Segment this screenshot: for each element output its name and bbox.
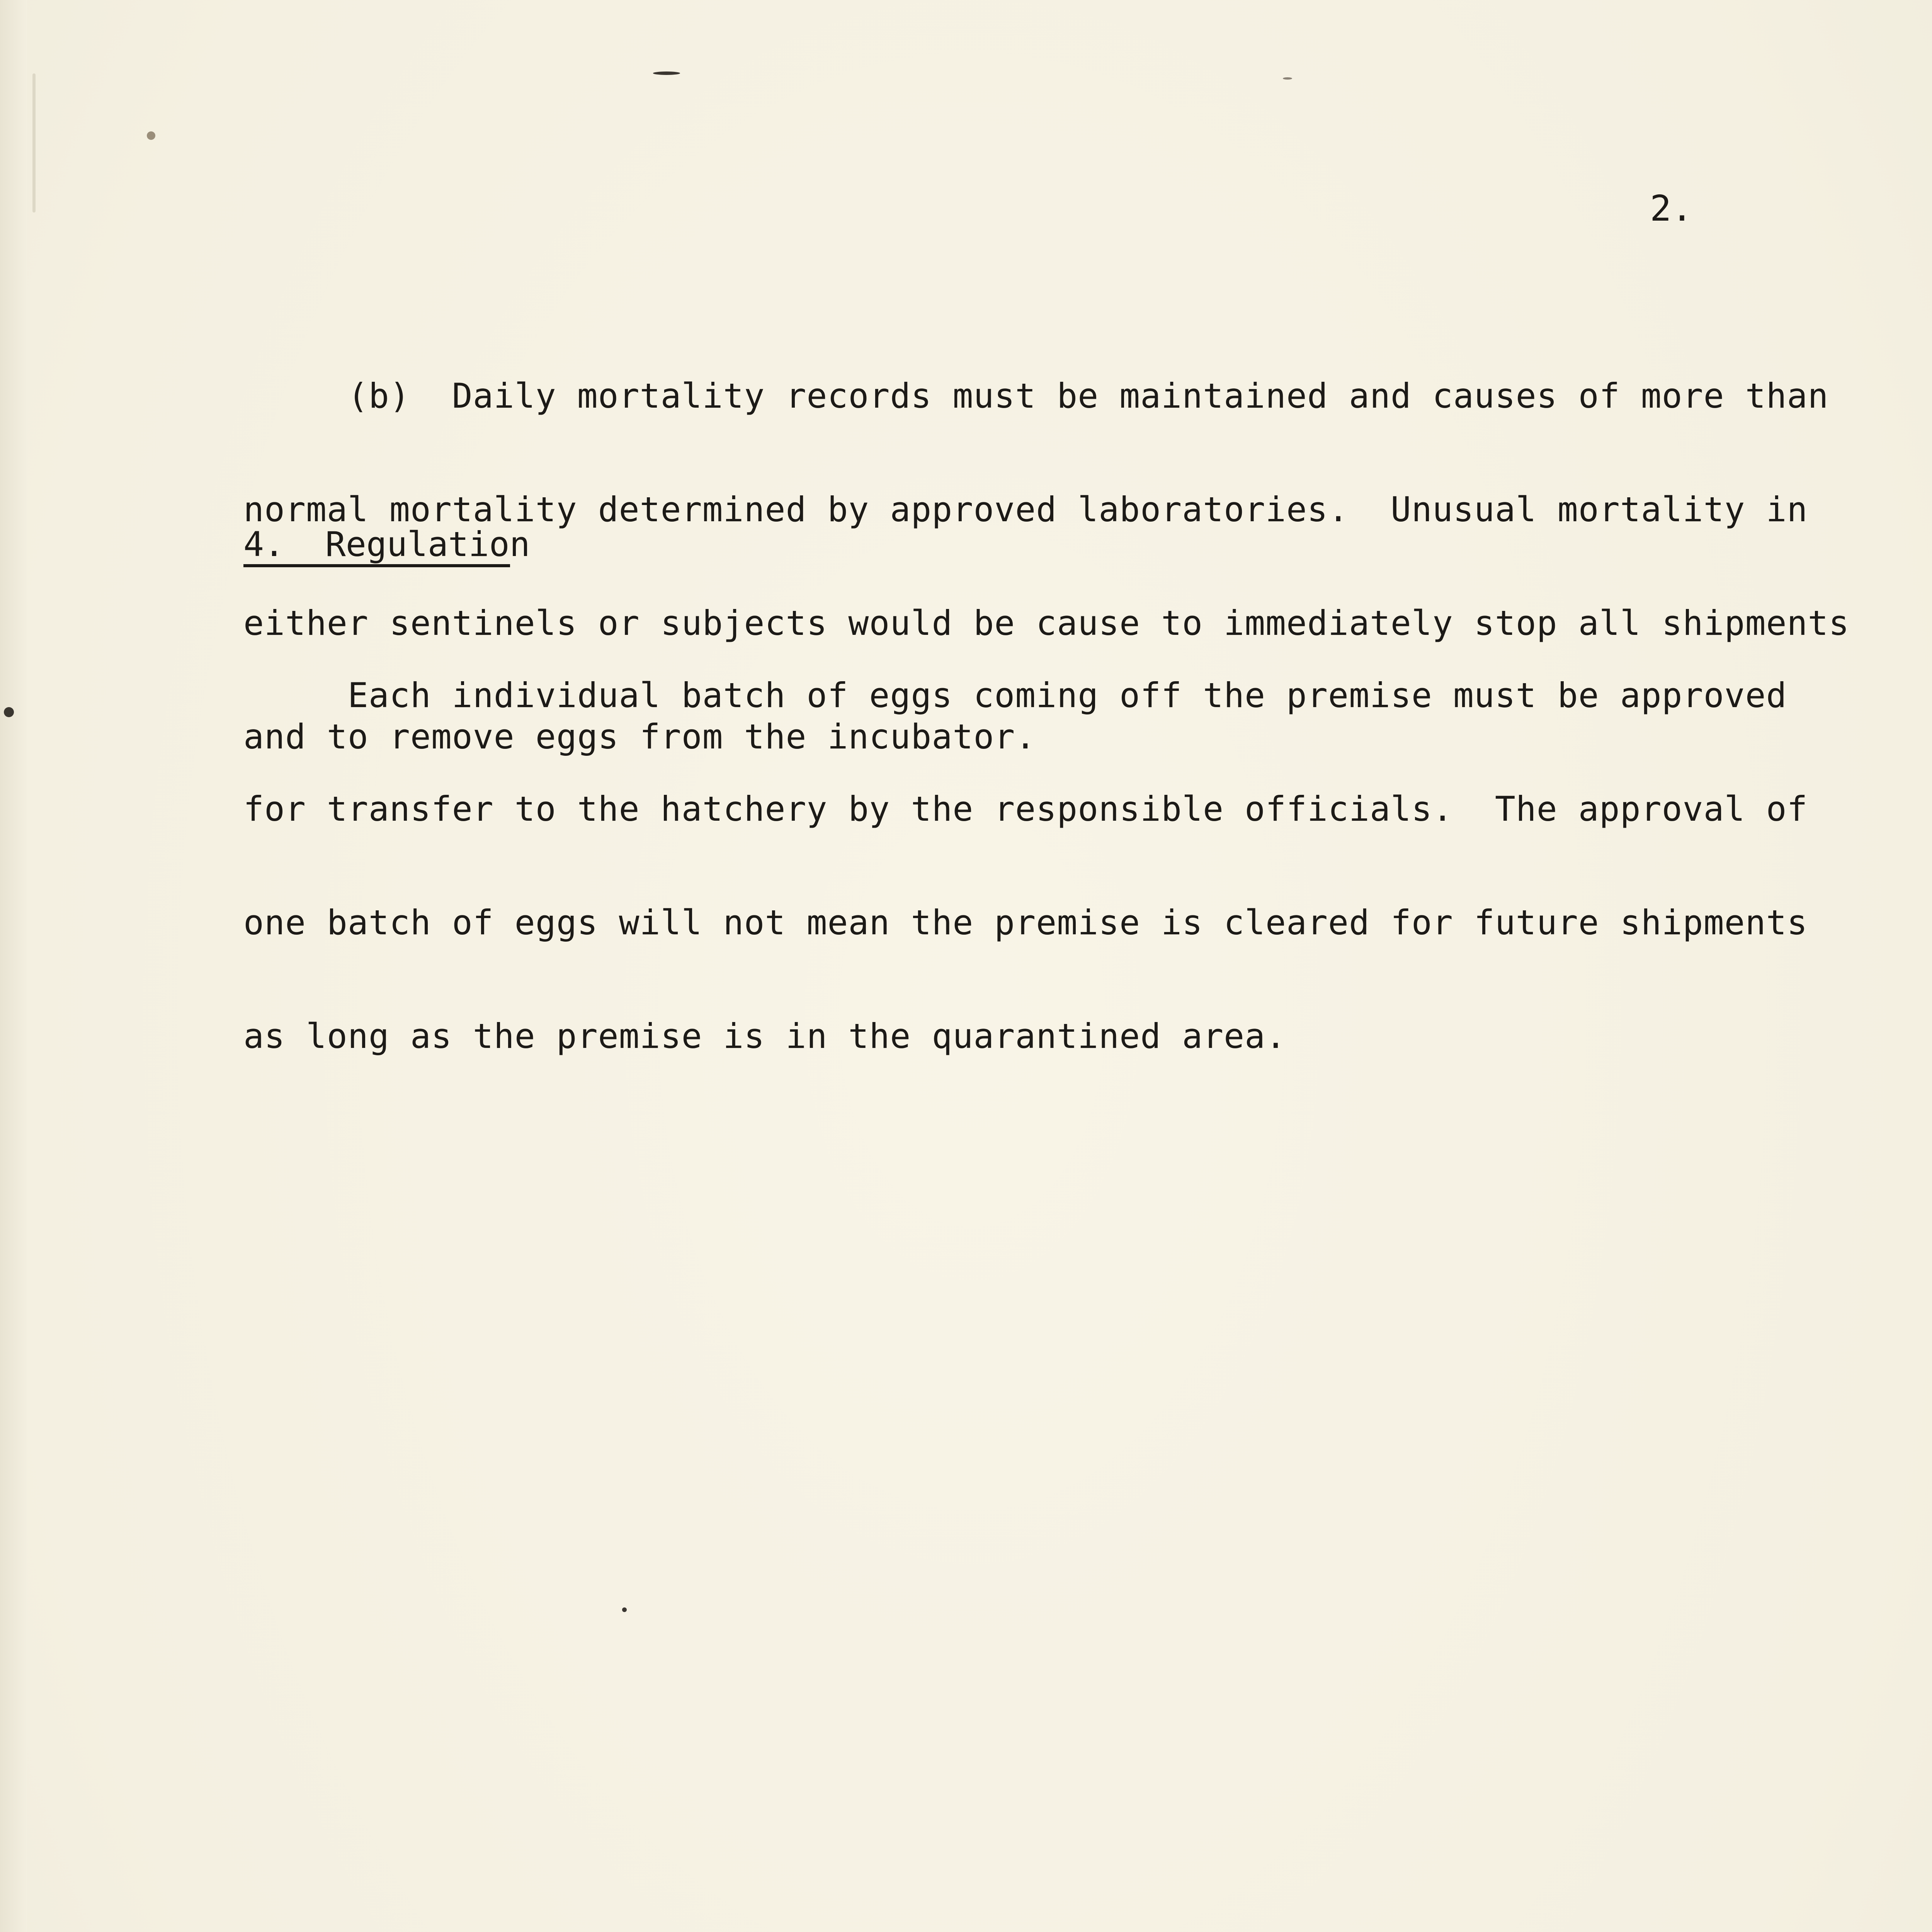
scan-speck: [147, 131, 155, 140]
paragraph-b-line: normal mortality determined by approved laboratories. Unusual mortality in: [243, 490, 1808, 529]
binding-mark: [32, 73, 36, 213]
paragraph-regulation-line: as long as the premise is in the quarantined area.: [243, 1016, 1287, 1056]
paragraph-regulation-line: one batch of eggs will not mean the premise is cleared for future shipments: [243, 903, 1808, 942]
paragraph-regulation: [243, 601, 1808, 1131]
page-number: 2.: [1650, 188, 1693, 229]
paragraph-regulation-line: for transfer to the hatchery by the responsible officials. The approval of: [243, 789, 1808, 829]
section-heading-underline: [243, 564, 510, 567]
scan-speck: [622, 1607, 627, 1612]
scan-speck: [653, 71, 680, 75]
scan-speck: [4, 707, 14, 717]
paragraph-b-line: either sentinels or subjects would be cause to immediately stop all shipments: [243, 603, 1850, 643]
scan-speck: [1283, 77, 1292, 80]
binding-edge: [0, 0, 27, 1932]
paragraph-regulation-line: Each individual batch of eggs coming off the premise must be approved: [243, 675, 1787, 715]
paragraph-b-line: and to remove eggs from the incubator.: [243, 717, 1036, 757]
paragraph-b-line: (b) Daily mortality records must be maintained and causes of more than: [243, 376, 1829, 416]
section-heading: 4. Regulation: [243, 524, 530, 564]
